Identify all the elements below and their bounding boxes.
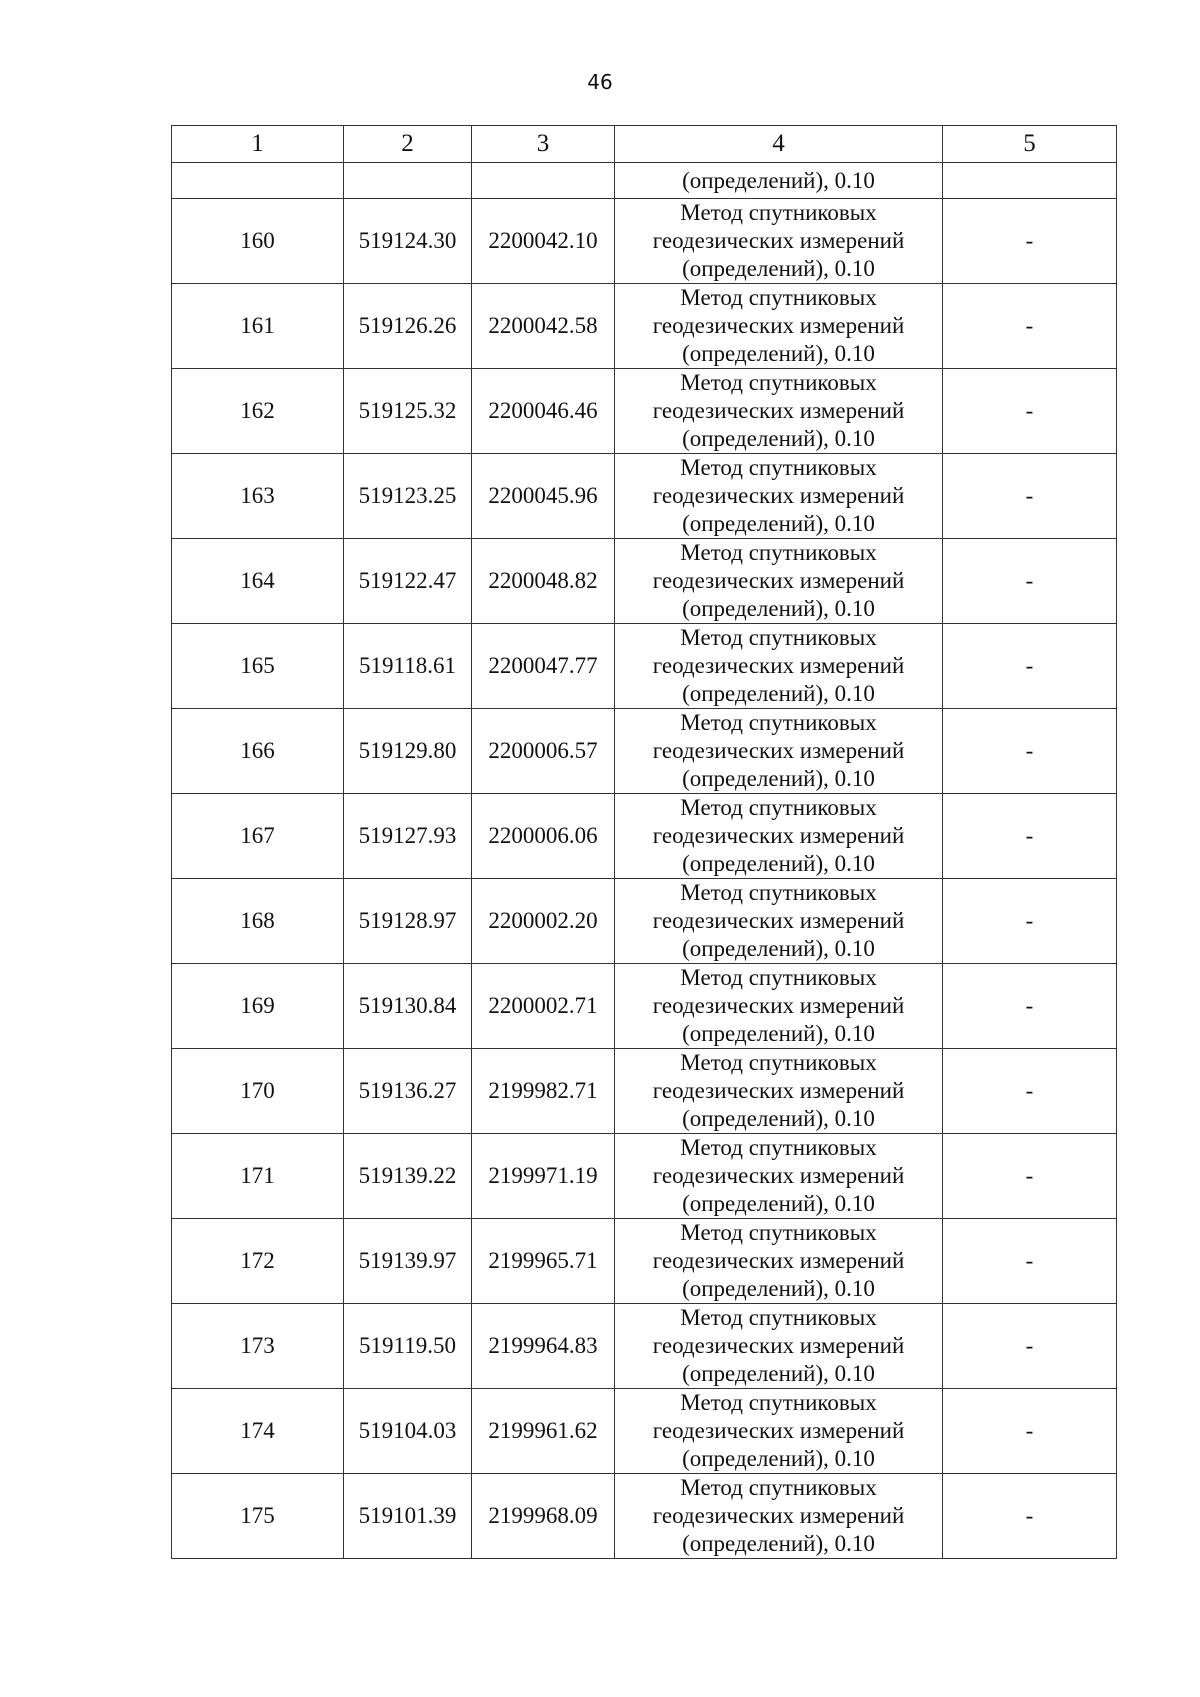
header-cell: 2 [344,126,472,163]
cell-num: 162 [172,369,344,454]
cell-num: 167 [172,794,344,879]
table-row [172,369,1117,454]
cell-method: Метод спутниковых геодезических измерений (определений), 0.10 [615,1389,943,1474]
cell-num: 168 [172,879,344,964]
cell-x: 519139.22 [344,1134,472,1219]
table-row [172,1304,1117,1389]
table-row [172,1219,1117,1304]
cell-y: 2200042.58 [472,284,615,369]
cell-y: 2200002.20 [472,879,615,964]
cell-note: - [943,1134,1117,1219]
cell-y: 2199965.71 [472,1219,615,1304]
table-row [172,539,1117,624]
cell-num: 161 [172,284,344,369]
cell-note: - [943,284,1117,369]
cell-num: 160 [172,199,344,284]
header-cell: 4 [615,126,943,163]
cell-method: Метод спутниковых геодезических измерений (определений), 0.10 [615,369,943,454]
cell-method: Метод спутниковых геодезических измерений (определений), 0.10 [615,879,943,964]
table-row [172,1389,1117,1474]
table-row [172,1134,1117,1219]
cell-num: 172 [172,1219,344,1304]
cell-x: 519130.84 [344,964,472,1049]
cell-y: 2199971.19 [472,1134,615,1219]
cell-method: Метод спутниковых геодезических измерений (определений), 0.10 [615,1474,943,1559]
cell-note: - [943,1049,1117,1134]
cell-note: - [943,879,1117,964]
table-row [172,624,1117,709]
cell-method: Метод спутниковых геодезических измерений (определений), 0.10 [615,964,943,1049]
cell-x: 519136.27 [344,1049,472,1134]
table-row [172,964,1117,1049]
cell-num: 173 [172,1304,344,1389]
cell-x: 519122.47 [344,539,472,624]
cell-num: 164 [172,539,344,624]
cell-method: (определений), 0.10 [615,163,943,199]
header-cell: 3 [472,126,615,163]
continuation-row [172,163,1117,199]
cell-x: 519124.30 [344,199,472,284]
cell-y: 2199982.71 [472,1049,615,1134]
table-row [172,454,1117,539]
cell-method: Метод спутниковых геодезических измерений (определений), 0.10 [615,454,943,539]
cell-y: 2199961.62 [472,1389,615,1474]
table-row [172,794,1117,879]
cell-y: 2200046.46 [472,369,615,454]
cell-y: 2200006.57 [472,709,615,794]
cell-method: Метод спутниковых геодезических измерений (определений), 0.10 [615,1049,943,1134]
cell-x: 519129.80 [344,709,472,794]
page-number: 46 [587,70,613,94]
cell-x: 519126.26 [344,284,472,369]
cell-note: - [943,709,1117,794]
cell-y: 2199964.83 [472,1304,615,1389]
cell-num: 166 [172,709,344,794]
table-row [172,879,1117,964]
cell-num [172,163,344,199]
cell-num: 175 [172,1474,344,1559]
cell-x [344,163,472,199]
cell-method: Метод спутниковых геодезических измерений (определений), 0.10 [615,284,943,369]
table-row [172,1474,1117,1559]
cell-y: 2199968.09 [472,1474,615,1559]
cell-note: - [943,1389,1117,1474]
cell-num: 170 [172,1049,344,1134]
cell-x: 519101.39 [344,1474,472,1559]
table-row [172,199,1117,284]
cell-note: - [943,1304,1117,1389]
cell-x: 519127.93 [344,794,472,879]
header-cell: 1 [172,126,344,163]
cell-note: - [943,454,1117,539]
cell-y: 2200006.06 [472,794,615,879]
cell-note [943,163,1117,199]
cell-y: 2200042.10 [472,199,615,284]
cell-y: 2200048.82 [472,539,615,624]
cell-num: 169 [172,964,344,1049]
table-header-row [172,126,1117,163]
cell-x: 519118.61 [344,624,472,709]
cell-method: Метод спутниковых геодезических измерений (определений), 0.10 [615,624,943,709]
cell-note: - [943,624,1117,709]
cell-num: 171 [172,1134,344,1219]
cell-x: 519125.32 [344,369,472,454]
cell-y: 2200045.96 [472,454,615,539]
cell-note: - [943,199,1117,284]
cell-num: 174 [172,1389,344,1474]
cell-method: Метод спутниковых геодезических измерений (определений), 0.10 [615,794,943,879]
cell-x: 519104.03 [344,1389,472,1474]
cell-method: Метод спутниковых геодезических измерений (определений), 0.10 [615,1304,943,1389]
table-row [172,1049,1117,1134]
cell-x: 519119.50 [344,1304,472,1389]
cell-y [472,163,615,199]
cell-x: 519139.97 [344,1219,472,1304]
cell-note: - [943,964,1117,1049]
cell-num: 163 [172,454,344,539]
cell-method: Метод спутниковых геодезических измерений (определений), 0.10 [615,709,943,794]
cell-note: - [943,1474,1117,1559]
cell-y: 2200002.71 [472,964,615,1049]
cell-method: Метод спутниковых геодезических измерений (определений), 0.10 [615,1134,943,1219]
cell-x: 519123.25 [344,454,472,539]
coordinates-table [171,125,1117,1559]
cell-y: 2200047.77 [472,624,615,709]
cell-x: 519128.97 [344,879,472,964]
cell-num: 165 [172,624,344,709]
cell-method: Метод спутниковых геодезических измерений (определений), 0.10 [615,1219,943,1304]
table-row [172,284,1117,369]
cell-method: Метод спутниковых геодезических измерений (определений), 0.10 [615,539,943,624]
header-cell: 5 [943,126,1117,163]
cell-note: - [943,539,1117,624]
cell-method: Метод спутниковых геодезических измерений (определений), 0.10 [615,199,943,284]
table-row [172,709,1117,794]
cell-note: - [943,794,1117,879]
cell-note: - [943,369,1117,454]
cell-note: - [943,1219,1117,1304]
